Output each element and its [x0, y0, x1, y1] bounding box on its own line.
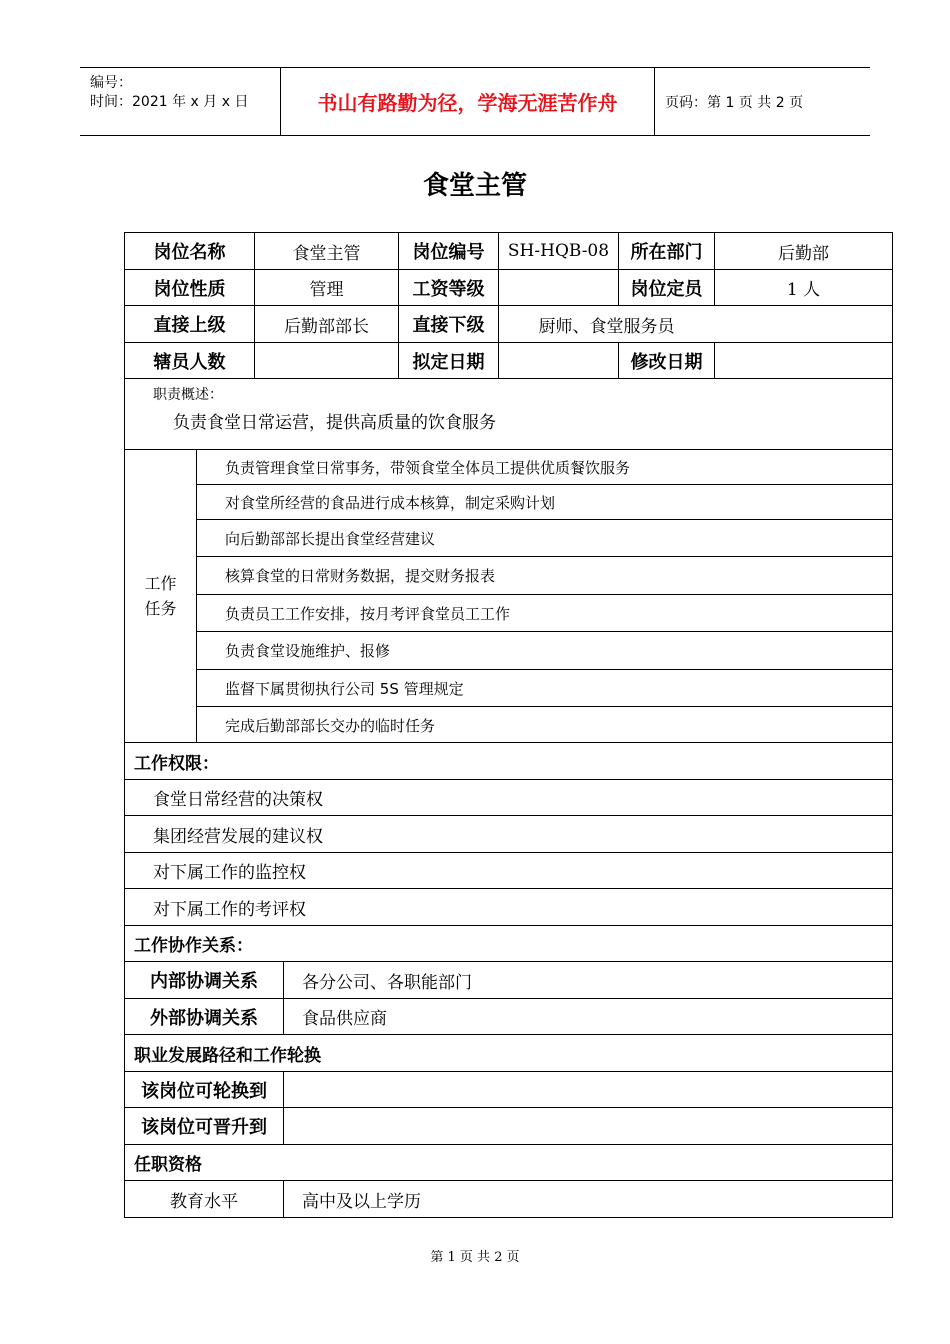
table-row: [124, 1180, 893, 1218]
draft-date-label: 拟定日期: [398, 343, 498, 378]
table-row: [124, 232, 893, 269]
job-description-table: [124, 232, 893, 1218]
authority-item: 对下属工作的监控权: [153, 863, 306, 883]
revise-date-label: 修改日期: [618, 343, 714, 378]
task-item: 向后勤部部长提出食堂经营建议: [197, 519, 892, 556]
authority-header-row: [124, 742, 893, 779]
qualification-label: 任职资格: [134, 1155, 202, 1175]
authority-item: 对下属工作的考评权: [153, 899, 306, 920]
internal-relation-value: 各分公司、各职能部门: [283, 962, 892, 998]
tasks-label-line1: 工作: [144, 574, 177, 593]
external-relation-value: 食品供应商: [283, 999, 892, 1034]
table-row: [124, 961, 893, 998]
superior-value: 后勤部部长: [254, 306, 398, 342]
salary-grade-label: 工资等级: [398, 270, 498, 305]
post-number-value: SH-HQB-08: [498, 233, 618, 269]
list-item: [124, 888, 893, 925]
table-row: [124, 998, 893, 1034]
table-row: [124, 342, 893, 378]
qualification-header-row: [124, 1144, 893, 1180]
task-item: 负责食堂设施维护、报修: [197, 631, 892, 669]
post-nature-value: 管理: [254, 270, 398, 305]
subordinate-value: 厨师、食堂服务员: [498, 306, 714, 342]
post-name-value: 食堂主管: [254, 233, 398, 269]
department-label: 所在部门: [618, 233, 714, 269]
tasks-label-line2: 任务: [144, 599, 177, 618]
page-header: [80, 67, 870, 136]
salary-grade-value: [498, 270, 618, 305]
table-row: [124, 269, 893, 305]
promotion-label: 该岗位可晋升到: [141, 1117, 267, 1138]
task-item: 负责员工工作安排，按月考评食堂员工工作: [197, 594, 892, 631]
task-item: 对食堂所经营的食品进行成本核算，制定采购计划: [197, 484, 892, 519]
headcount-value: 1 人: [714, 270, 892, 305]
tasks-section: [124, 449, 893, 742]
duty-summary-row: [124, 378, 893, 449]
cooperation-label: 工作协作关系：: [134, 936, 253, 956]
draft-date-value: [498, 343, 618, 378]
list-item: [124, 815, 893, 852]
superior-label: 直接上级: [153, 315, 226, 336]
headcount-label: 岗位定员: [618, 270, 714, 305]
list-item: [124, 852, 893, 888]
date-label: 时间：2021 年 x 月 x 日: [90, 94, 249, 110]
table-row: [124, 1071, 893, 1107]
task-item: 负责管理食堂日常事务，带领食堂全体员工提供优质餐饮服务: [225, 458, 631, 477]
authority-label: 工作权限：: [134, 753, 219, 774]
header-motto: 书山有路勤为径，学海无涯苦作舟: [281, 68, 655, 135]
authority-item: 集团经营发展的建议权: [153, 826, 323, 847]
header-meta: [80, 68, 281, 135]
tasks-list: [196, 450, 892, 742]
page-footer: 第 1 页 共 2 页: [430, 1250, 520, 1265]
staff-count-label: 辖员人数: [153, 351, 226, 373]
list-item: [124, 779, 893, 815]
duty-summary-text: 负责食堂日常运营，提供高质量的饮食服务: [173, 413, 496, 433]
promotion-value: [283, 1108, 892, 1144]
task-item: 监督下属贯彻执行公司 5S 管理规定: [197, 669, 892, 706]
post-name-label: 岗位名称: [153, 242, 226, 263]
authority-item: 食堂日常经营的决策权: [153, 790, 323, 810]
internal-relation-label: 内部协调关系: [150, 971, 258, 992]
cooperation-header-row: [124, 925, 893, 961]
doc-number-label: 编号：: [90, 75, 132, 91]
post-number-label: 岗位编号: [398, 233, 498, 269]
task-item: 完成后勤部部长交办的临时任务: [197, 706, 892, 743]
career-header-row: [124, 1034, 893, 1071]
staff-count-value: [254, 343, 398, 378]
revise-date-value: [714, 343, 892, 378]
career-label: 职业发展路径和工作轮换: [134, 1045, 321, 1066]
tasks-label: [125, 450, 196, 742]
header-page-number: 页码：第 1 页 共 2 页: [665, 94, 804, 111]
table-row: [124, 1107, 893, 1144]
subordinate-label: 直接下级: [398, 306, 498, 342]
education-label: 教育水平: [170, 1191, 238, 1212]
external-relation-label: 外部协调关系: [150, 1007, 258, 1029]
rotation-value: [283, 1072, 892, 1107]
page-title: 食堂主管: [422, 171, 527, 201]
table-row: [124, 305, 893, 342]
post-nature-label: 岗位性质: [153, 278, 226, 300]
department-value: 后勤部: [714, 233, 892, 269]
education-value: 高中及以上学历: [283, 1181, 892, 1217]
duty-summary-label: 职责概述：: [153, 387, 223, 403]
task-item: 核算食堂的日常财务数据，提交财务报表: [197, 556, 892, 594]
rotation-label: 该岗位可轮换到: [141, 1080, 267, 1102]
